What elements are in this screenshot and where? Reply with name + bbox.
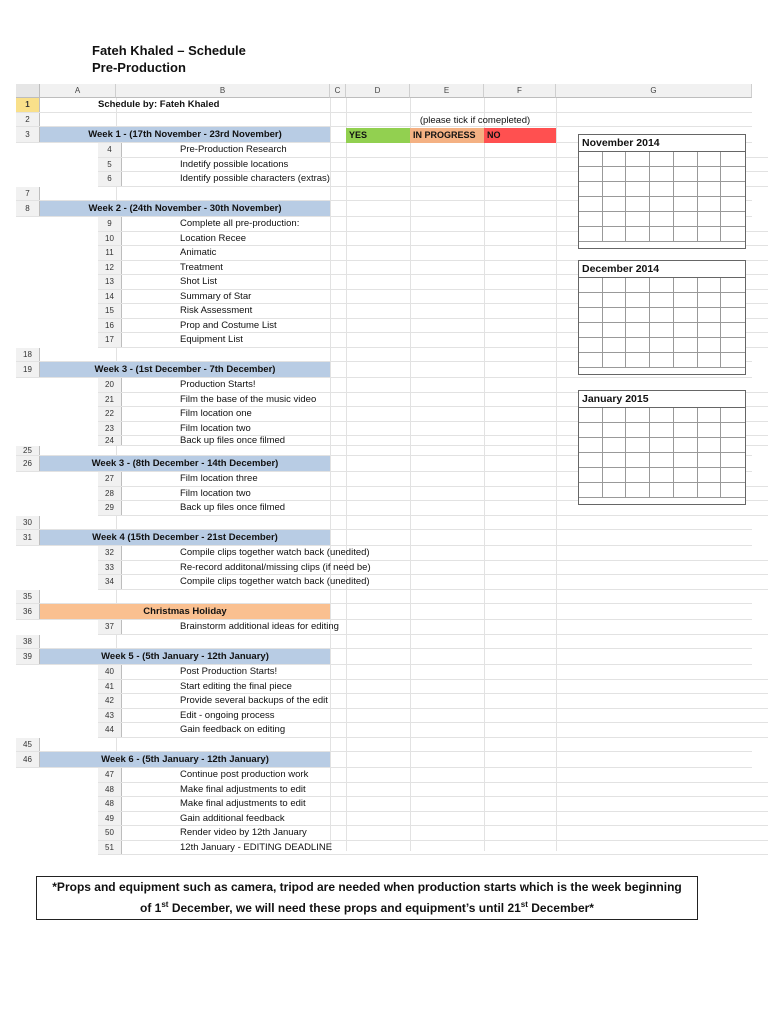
calendar-day-cell [650,212,674,227]
table-row[interactable] [98,812,768,827]
calendar-day-cell [650,338,674,353]
row-number[interactable]: 33 [98,561,122,575]
row-number[interactable]: 14 [98,290,122,304]
calendar-day-cell [674,182,698,197]
calendar-title: January 2015 [582,393,649,405]
calendar-day-cell [650,227,674,242]
row-number[interactable]: 27 [98,472,122,486]
props-note [36,876,698,920]
calendar-day-cell [579,152,603,167]
calendar-day-cell [650,483,674,498]
column-header[interactable]: C [330,84,346,98]
row-number[interactable]: 38 [16,635,40,649]
row-number[interactable]: 22 [98,407,122,421]
table-row[interactable] [98,723,768,738]
row-fill [40,446,330,455]
column-header[interactable]: E [410,84,484,98]
calendar-day-cell [721,278,745,293]
task-label: Film location two [180,487,251,499]
calendar-day-cell [603,212,627,227]
week-header-row[interactable] [16,649,752,665]
row-fill [40,590,330,604]
calendar-day-cell [674,423,698,438]
calendar-day-cell [626,323,650,338]
calendar-day-cell [698,167,722,182]
column-header[interactable]: G [556,84,752,98]
row-number[interactable]: 11 [98,246,122,260]
row-number[interactable]: 21 [98,393,122,407]
row-number[interactable]: 10 [98,232,122,246]
calendar-day-cell [579,408,603,423]
calendar-day-cell [650,438,674,453]
week-label: Week 1 - (17th November - 23rd November) [88,129,282,140]
row-number[interactable]: 51 [98,841,122,855]
calendar-day-cell [721,152,745,167]
table-row[interactable] [98,709,768,724]
task-label: Shot List [180,276,217,288]
table-row[interactable] [98,665,768,680]
task-label: Film location three [180,473,258,485]
legend-yes: YES [346,128,410,143]
task-label: 12th January - EDITING DEADLINE [180,841,333,853]
row-fill [40,348,330,362]
table-row[interactable] [16,635,752,650]
calendar-day-cell [603,323,627,338]
calendar-day-cell [650,408,674,423]
row-fill [122,472,412,486]
calendar-grid [579,151,745,242]
table-row[interactable] [16,590,752,605]
row-fill [122,290,412,304]
row-number[interactable]: 47 [98,768,122,782]
calendar-day-cell [698,227,722,242]
calendar-day-cell [603,353,627,368]
calendar-day-cell [626,167,650,182]
calendar-day-cell [626,483,650,498]
row-number[interactable]: 17 [98,333,122,347]
calendar-day-cell [721,453,745,468]
calendar-day-cell [650,423,674,438]
holiday-label: Christmas Holiday [143,606,227,617]
column-header[interactable]: A [40,84,116,98]
task-label: Complete all pre-production: [180,218,300,230]
calendar-day-cell [626,408,650,423]
calendar-day-cell [674,483,698,498]
row-number[interactable]: 20 [98,378,122,392]
calendar-day-cell [698,438,722,453]
calendar-day-cell [626,182,650,197]
calendar-day-cell [674,278,698,293]
task-label: Film location two [180,422,251,434]
row-number[interactable]: 15 [98,304,122,318]
row-number[interactable]: 8 [16,201,40,216]
table-row[interactable] [98,841,768,856]
task-label: Compile clips together watch back (unedited) [180,547,370,559]
calendar-day-cell [698,338,722,353]
calendar-day-cell [603,182,627,197]
calendar-grid [579,277,745,368]
calendar-day-cell [626,293,650,308]
table-row[interactable] [98,575,768,590]
column-header[interactable]: B [116,84,330,98]
calendar-day-cell [603,293,627,308]
task-label: Indetify possible locations [180,158,289,170]
calendar-day-cell [579,468,603,483]
calendar-day-cell [579,323,603,338]
calendar-day-cell [603,152,627,167]
row-number[interactable]: 24 [98,436,122,445]
calendar-day-cell [721,408,745,423]
row-number[interactable]: 26 [16,456,40,471]
calendar-day-cell [650,167,674,182]
note-line-1: *Props and equipment such as camera, tripod are needed when production starts which is the week beginning [52,880,682,894]
select-all-corner[interactable] [16,84,40,98]
calendar-day-cell [579,227,603,242]
task-label: Risk Assessment [180,305,253,317]
week-label: Week 3 - (1st December - 7th December) [94,364,276,375]
calendar-day-cell [698,182,722,197]
calendar-day-cell [650,293,674,308]
week-label: Week 2 - (24th November - 30th November) [88,203,282,214]
calendar-day-cell [579,308,603,323]
row-fill [40,187,330,201]
calendar-day-cell [721,182,745,197]
row-number[interactable]: 32 [98,546,122,560]
table-row[interactable] [16,738,752,753]
calendar-day-cell [721,323,745,338]
calendar-day-cell [674,167,698,182]
row-fill [40,516,330,530]
calendar-day-cell [650,468,674,483]
calendar-day-cell [603,483,627,498]
week-label: Week 5 - (5th January - 12th January) [101,651,269,662]
calendar-day-cell [721,167,745,182]
calendar-day-cell [603,308,627,323]
task-label: Start editing the final piece [180,680,292,692]
calendar-day-cell [674,197,698,212]
task-label: Location Recee [180,232,247,244]
calendar-day-cell [698,408,722,423]
calendar-day-cell [603,468,627,483]
table-row[interactable] [16,98,752,113]
row-number[interactable]: 28 [98,487,122,501]
calendar-day-cell [626,353,650,368]
calendar-day-cell [579,338,603,353]
calendar-november-2014 [578,134,746,249]
row-fill [122,232,412,246]
task-label: Post Production Starts! [180,666,278,678]
task-label: Render video by 12th January [180,827,307,839]
row-number[interactable]: 41 [98,680,122,694]
calendar-day-cell [674,227,698,242]
row-number[interactable]: 44 [98,723,122,737]
calendar-day-cell [721,483,745,498]
task-label: Pre-Production Research [180,144,287,156]
calendar-day-cell [650,323,674,338]
calendar-day-cell [650,152,674,167]
calendar-day-cell [579,483,603,498]
row-number[interactable]: 7 [16,187,40,201]
row-number[interactable]: 9 [98,217,122,231]
row-number[interactable]: 50 [98,826,122,840]
calendar-day-cell [603,338,627,353]
row-number[interactable]: 48 [98,783,122,797]
task-label: Schedule by: Fateh Khaled [98,99,220,111]
calendar-day-cell [579,167,603,182]
calendar-day-cell [698,293,722,308]
calendar-day-cell [674,293,698,308]
calendar-day-cell [674,468,698,483]
week-label: Week 4 (15th December - 21st December) [92,532,278,543]
task-label: Prop and Costume List [180,319,277,331]
calendar-day-cell [603,408,627,423]
week-label: Week 3 - (8th December - 14th December) [91,458,279,469]
calendar-day-cell [721,338,745,353]
row-number[interactable]: 25 [16,446,40,455]
calendar-day-cell [674,408,698,423]
calendar-day-cell [721,438,745,453]
row-number[interactable]: 40 [98,665,122,679]
row-number[interactable]: 1 [16,98,40,112]
calendar-day-cell [626,308,650,323]
row-fill [122,407,412,421]
holiday-row[interactable] [16,604,752,620]
calendar-day-cell [698,453,722,468]
calendar-title: December 2014 [582,263,660,275]
note-line-2b: December, we will need these props and equipment’s until 21 [168,901,521,915]
row-number[interactable]: 3 [16,127,40,142]
row-number[interactable]: 46 [16,752,40,767]
calendar-day-cell [721,293,745,308]
note-line-2c: December* [527,901,594,915]
calendar-day-cell [698,308,722,323]
task-label: Identify possible characters (extras) [180,173,330,185]
table-row[interactable] [16,516,752,531]
calendar-day-cell [698,468,722,483]
calendar-december-2014 [578,260,746,375]
calendar-day-cell [721,423,745,438]
row-number[interactable]: 31 [16,530,40,545]
calendar-day-cell [674,353,698,368]
task-label: Brainstorm additional ideas for editing [180,621,339,633]
calendar-day-cell [579,278,603,293]
table-row[interactable] [98,783,768,798]
task-label: Make final adjustments to edit [180,783,306,795]
calendar-day-cell [603,197,627,212]
calendar-day-cell [626,152,650,167]
row-number[interactable]: 5 [98,158,122,172]
row-fill [122,422,412,436]
calendar-day-cell [698,212,722,227]
calendar-day-cell [626,227,650,242]
calendar-day-cell [674,323,698,338]
calendar-day-cell [579,293,603,308]
task-label: Gain feedback on editing [180,724,286,736]
calendar-day-cell [626,423,650,438]
legend-in-progress: IN PROGRESS [410,128,484,143]
week-label: Week 6 - (5th January - 12th January) [101,754,269,765]
document-subtitle: Pre-Production [92,60,186,75]
row-number[interactable]: 43 [98,709,122,723]
calendar-january-2015 [578,390,746,505]
row-number[interactable]: 35 [16,590,40,604]
row-number[interactable]: 48 [98,797,122,811]
calendar-day-cell [721,353,745,368]
calendar-day-cell [698,353,722,368]
row-fill [40,113,330,127]
table-row[interactable] [98,561,768,576]
task-label: Film the base of the music video [180,393,317,405]
calendar-day-cell [626,438,650,453]
calendar-day-cell [626,453,650,468]
row-number[interactable]: 2 [16,113,40,127]
table-row[interactable] [98,620,768,635]
calendar-day-cell [626,278,650,293]
task-label: Re-record additonal/missing clips (if need be) [180,561,371,573]
table-row[interactable] [98,797,768,812]
note-line-2a: of 1 [140,901,162,915]
column-header[interactable]: F [484,84,556,98]
calendar-day-cell [650,453,674,468]
calendar-day-cell [579,438,603,453]
row-fill [122,246,412,260]
row-number[interactable]: 34 [98,575,122,589]
task-label: Gain additional feedback [180,812,285,824]
task-label: Summary of Star [180,290,252,302]
calendar-day-cell [650,353,674,368]
calendar-day-cell [626,197,650,212]
calendar-day-cell [603,438,627,453]
calendar-day-cell [650,197,674,212]
calendar-day-cell [674,308,698,323]
calendar-day-cell [650,182,674,197]
calendar-day-cell [626,212,650,227]
calendar-day-cell [698,152,722,167]
row-number[interactable]: 23 [98,422,122,436]
row-number[interactable]: 12 [98,261,122,275]
document-title: Fateh Khaled – Schedule [92,43,246,58]
calendar-day-cell [579,453,603,468]
task-label: Provide several backups of the edit [180,695,328,707]
row-fill [122,275,412,289]
calendar-day-cell [721,212,745,227]
row-number[interactable]: 30 [16,516,40,530]
calendar-day-cell [674,338,698,353]
table-row[interactable] [98,826,768,841]
calendar-day-cell [721,197,745,212]
task-label: Back up files once filmed [180,502,286,514]
calendar-day-cell [698,483,722,498]
calendar-day-cell [674,438,698,453]
row-number[interactable]: 49 [98,812,122,826]
row-number[interactable]: 39 [16,649,40,664]
task-label: Back up files once filmed [180,435,286,446]
calendar-day-cell [579,212,603,227]
row-fill [40,635,330,649]
tick-hint: (please tick if comepleted) [419,115,531,126]
task-label: Compile clips together watch back (unedited) [180,576,370,588]
week-header-row[interactable] [16,752,752,768]
table-row[interactable] [98,694,768,709]
calendar-day-cell [579,423,603,438]
row-fill [122,378,412,392]
row-number[interactable]: 18 [16,348,40,362]
calendar-day-cell [579,353,603,368]
row-number[interactable]: 37 [98,620,122,634]
calendar-day-cell [674,453,698,468]
row-fill [122,333,412,347]
row-number[interactable]: 29 [98,501,122,515]
calendar-day-cell [603,423,627,438]
legend-no: NO [484,128,556,143]
row-number[interactable]: 13 [98,275,122,289]
calendar-grid [579,407,745,498]
task-label: Film location one [180,408,252,420]
calendar-day-cell [603,227,627,242]
table-row[interactable] [98,546,768,561]
calendar-day-cell [721,227,745,242]
column-header[interactable]: D [346,84,410,98]
row-number[interactable]: 6 [98,172,122,186]
calendar-day-cell [698,197,722,212]
calendar-day-cell [603,167,627,182]
task-label: Animatic [180,247,217,259]
task-label: Continue post production work [180,769,309,781]
row-number[interactable]: 16 [98,319,122,333]
calendar-day-cell [721,308,745,323]
calendar-day-cell [698,278,722,293]
note-sup-1: st [161,900,169,909]
row-number[interactable]: 4 [98,143,122,157]
row-number[interactable]: 42 [98,694,122,708]
task-label: Treatment [180,261,223,273]
calendar-day-cell [603,453,627,468]
calendar-day-cell [626,468,650,483]
row-number[interactable]: 45 [16,738,40,752]
task-label: Edit - ongoing process [180,709,275,721]
calendar-title: November 2014 [582,137,660,149]
row-fill [122,261,412,275]
calendar-day-cell [650,278,674,293]
calendar-day-cell [579,182,603,197]
note-sup-2: st [520,900,528,909]
calendar-day-cell [650,308,674,323]
row-fill [122,487,412,501]
calendar-day-cell [603,278,627,293]
calendar-day-cell [674,212,698,227]
task-label: Equipment List [180,334,243,346]
table-row[interactable] [98,768,768,783]
calendar-day-cell [698,423,722,438]
row-fill [40,738,330,752]
calendar-day-cell [721,468,745,483]
week-header-row[interactable] [16,530,752,546]
calendar-day-cell [626,338,650,353]
calendar-day-cell [674,152,698,167]
row-fill [122,304,412,318]
calendar-day-cell [698,323,722,338]
task-label: Production Starts! [180,379,256,391]
table-row[interactable] [98,680,768,695]
task-label: Make final adjustments to edit [180,798,306,810]
calendar-day-cell [579,197,603,212]
row-number[interactable]: 19 [16,362,40,377]
row-number[interactable]: 36 [16,604,40,619]
